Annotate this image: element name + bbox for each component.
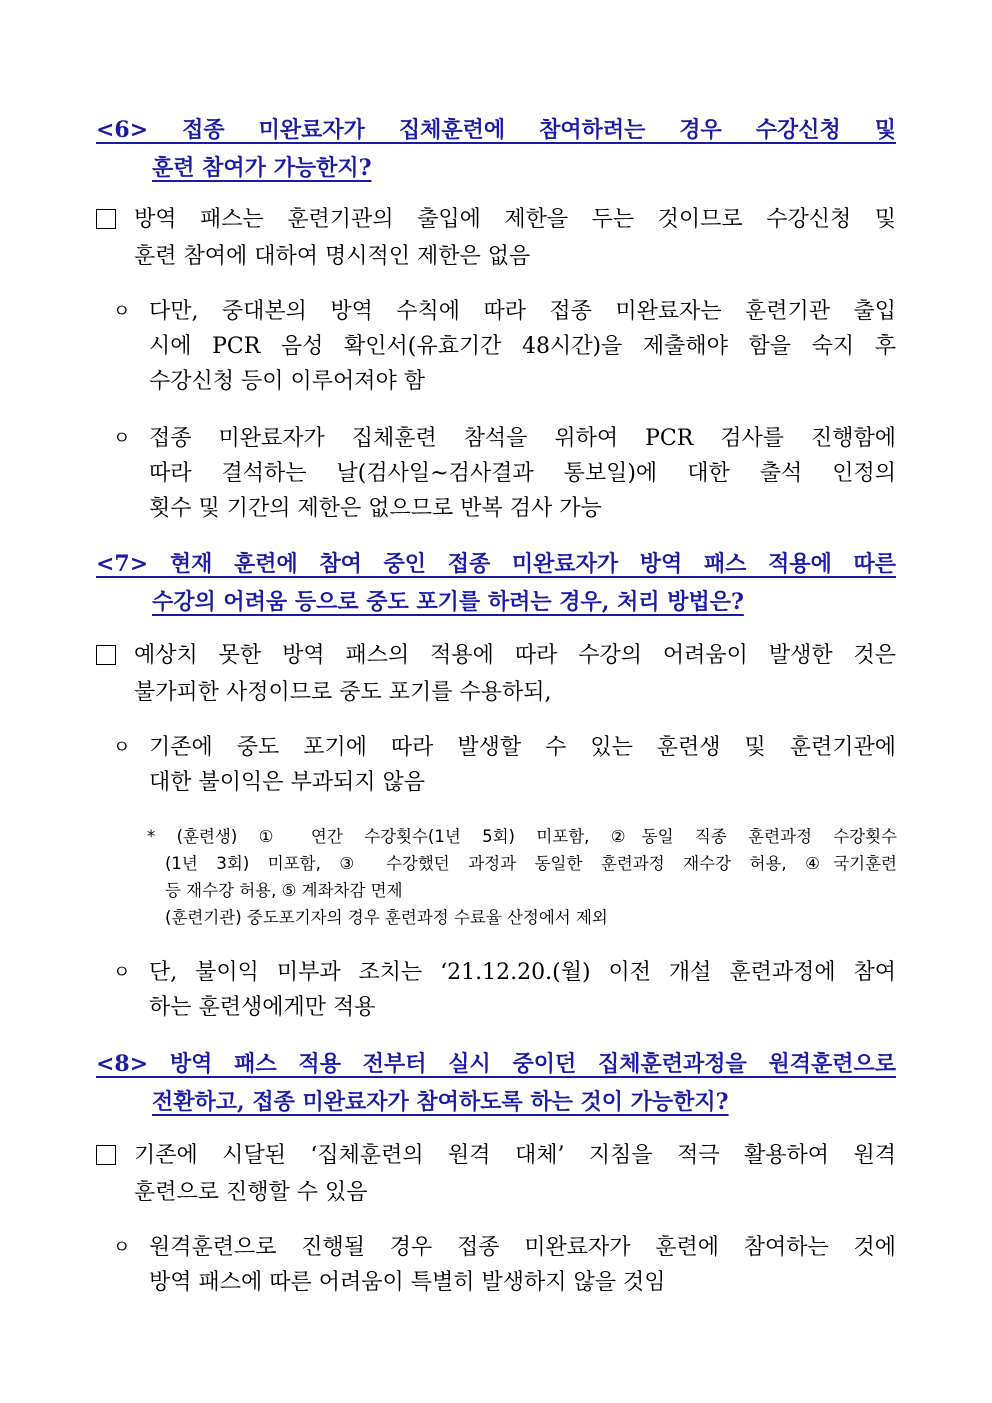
footnote-line: * (훈련생) ① 연간 수강횟수(1년 5회) 미포함, ②동일 직종 훈련과정 수강횟수 bbox=[147, 827, 897, 846]
answer-box-item bbox=[96, 1137, 896, 1211]
footnote-line: 등 재수강 허용, ⑤ 계좌차감 면제 bbox=[165, 881, 403, 900]
bullet-item bbox=[113, 1230, 896, 1300]
footnote-line: (1년 3회) 미포함, ③ 수강했던 과정과 동일한 훈련과정 재수강 허용, ④국기훈련 bbox=[165, 854, 897, 873]
body-line: 예상치 못한 방역 패스의 적용에 따라 수강의 어려움이 발생한 것은 bbox=[134, 643, 896, 668]
body-line: 방역 패스는 훈련기관의 출입에 제한을 두는 것이므로 수강신청 및 bbox=[134, 207, 896, 232]
circle-bullet-icon: ㅇ bbox=[113, 301, 131, 322]
footnote-line: (훈련기관) 중도포기자의 경우 훈련과정 수료율 산정에서 제외 bbox=[165, 908, 608, 927]
body-line: 따라 결석하는 날(검사일~검사결과 통보일)에 대한 출석 인정의 bbox=[149, 461, 896, 486]
bullet-item bbox=[113, 955, 896, 1025]
heading-line: <6> 접종 미완료자가 집체훈련에 참여하려는 경우 수강신청 및 bbox=[96, 117, 896, 143]
body-line: 기존에 중도 포기에 따라 발생할 수 있는 훈련생 및 훈련기관에 bbox=[149, 735, 896, 760]
footnote bbox=[147, 823, 897, 931]
body-line: 불가피한 사정이므로 중도 포기를 수용하되, bbox=[134, 680, 552, 705]
body-line: 대한 불이익은 부과되지 않음 bbox=[149, 770, 426, 795]
body-line: 수강신청 등이 이루어져야 함 bbox=[149, 369, 426, 394]
body-line: 단, 불이익 미부과 조치는 ‘21.12.20.(월) 이전 개설 훈련과정에 참여 bbox=[149, 960, 896, 985]
checkbox-square-icon bbox=[96, 209, 116, 229]
body-line: 방역 패스에 따른 어려움이 특별히 발생하지 않을 것임 bbox=[149, 1270, 666, 1295]
question-7-heading bbox=[96, 545, 896, 621]
bullet-item bbox=[113, 421, 896, 526]
heading-line: 수강의 어려움 등으로 중도 포기를 하려는 경우, 처리 방법은? bbox=[152, 589, 744, 615]
body-line: 기존에 시달된 ‘집체훈련의 원격 대체’ 지침을 적극 활용하여 원격 bbox=[134, 1143, 896, 1168]
heading-line: <7> 현재 훈련에 참여 중인 접종 미완료자가 방역 패스 적용에 따른 bbox=[96, 551, 896, 577]
body-line: 훈련 참여에 대하여 명시적인 제한은 없음 bbox=[134, 244, 531, 269]
bullet-item bbox=[113, 730, 896, 800]
body-line: 훈련으로 진행할 수 있음 bbox=[134, 1180, 368, 1205]
body-line: 시에 PCR 음성 확인서(유효기간 48시간)을 제출해야 함을 숙지 후 bbox=[149, 334, 896, 359]
answer-box-item bbox=[96, 637, 896, 711]
checkbox-square-icon bbox=[96, 1145, 116, 1165]
body-line: 다만, 중대본의 방역 수칙에 따라 접종 미완료자는 훈련기관 출입 bbox=[149, 299, 896, 324]
heading-line: <8> 방역 패스 적용 전부터 실시 중이던 집체훈련과정을 원격훈련으로 bbox=[96, 1051, 896, 1077]
circle-bullet-icon: ㅇ bbox=[113, 962, 131, 983]
question-8-heading bbox=[96, 1045, 896, 1121]
checkbox-square-icon bbox=[96, 645, 116, 665]
answer-box-item bbox=[96, 201, 896, 275]
circle-bullet-icon: ㅇ bbox=[113, 1237, 131, 1258]
heading-line: 훈련 참여가 가능한지? bbox=[152, 155, 372, 181]
heading-line: 전환하고, 접종 미완료자가 참여하도록 하는 것이 가능한지? bbox=[152, 1089, 729, 1115]
circle-bullet-icon: ㅇ bbox=[113, 428, 131, 449]
body-line: 원격훈련으로 진행될 경우 접종 미완료자가 훈련에 참여하는 것에 bbox=[149, 1235, 896, 1260]
body-line: 횟수 및 기간의 제한은 없으므로 반복 검사 가능 bbox=[149, 496, 602, 521]
circle-bullet-icon: ㅇ bbox=[113, 737, 131, 758]
body-line: 접종 미완료자가 집체훈련 참석을 위하여 PCR 검사를 진행함에 bbox=[149, 426, 896, 451]
bullet-item bbox=[113, 294, 896, 399]
body-line: 하는 훈련생에게만 적용 bbox=[149, 995, 376, 1020]
question-6-heading bbox=[96, 111, 896, 187]
